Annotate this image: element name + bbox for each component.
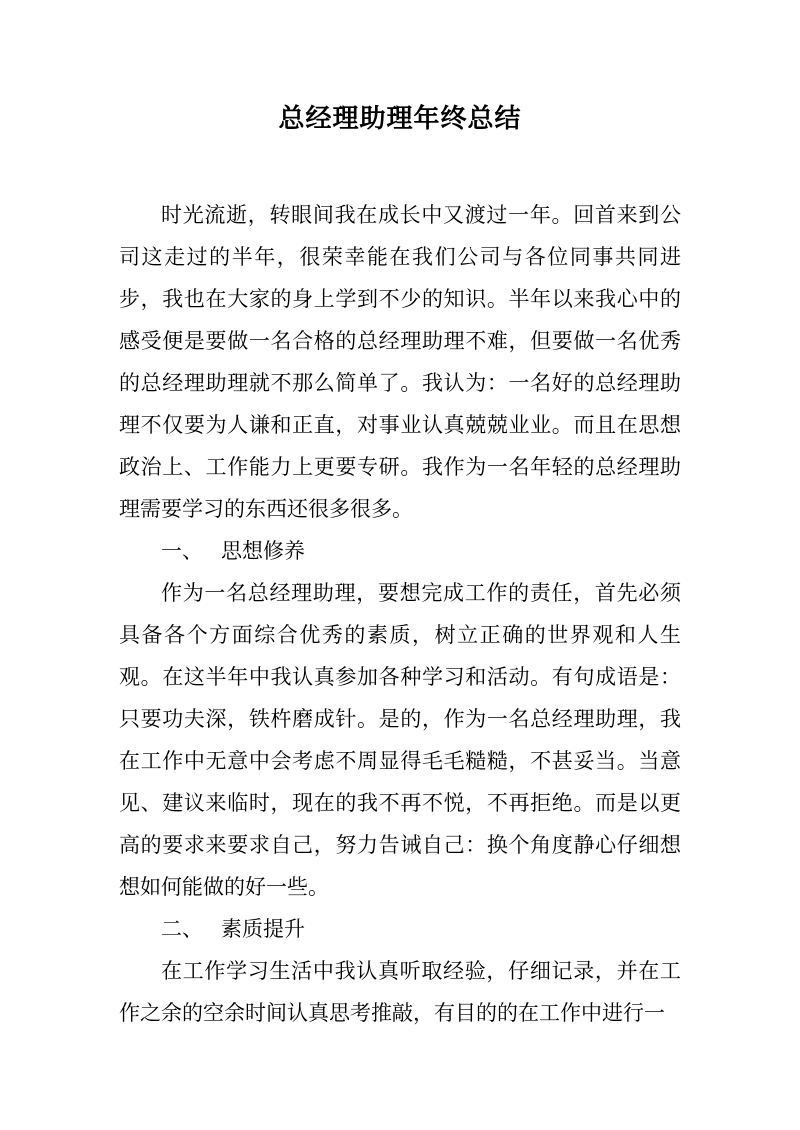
section-paragraph-2: 在工作学习生活中我认真听取经验，仔细记录，并在工作之余的空余时间认真思考推敲，有目的的在工作中进行一: [119, 959, 681, 1025]
section-paragraph-1: 作为一名总经理助理，要想完成工作的责任，首先必须具备各个方面综合优秀的素质，树立正确的世界观和人生观。在这半年中我认真参加各种学习和活动。有句成语是：只要功夫深，铁杵磨成针。是的，作为一名总经理助理，我在工作中无意中会考虑不周显得毛毛糙糙，不甚妥当。当意见、建议来临时，现在的我不再不悦，不再拒绝。而是以更高的要求来要求自己，努力告诫自己：换个角度静心仔细想想如何能做的好一些。: [119, 581, 681, 899]
intro-paragraph: 时光流逝，转眼间我在成长中又渡过一年。回首来到公司这走过的半年，很荣幸能在我们公司与各位同事共同进步，我也在大家的身上学到不少的知识。半年以来我心中的感受便是要做一名合格的总经理助理不难，但要做一名优秀的总经理助理就不那么简单了。我认为：一名好的总经理助理不仅要为人谦和正直，对事业认真兢兢业业。而且在思想政治上、工作能力上更要专研。我作为一名年轻的总经理助理需要学习的东西还很多很多。: [119, 203, 681, 521]
section-title-1: 思想修养: [221, 539, 305, 563]
document-body: [119, 194, 681, 1034]
section-heading-2: [119, 908, 681, 950]
section-title-2: 素质提升: [221, 917, 305, 941]
section-number-1: 一、: [161, 539, 203, 563]
section-heading-1: [119, 530, 681, 572]
document-title: 总经理助理年终总结: [278, 104, 522, 134]
section-number-2: 二、: [161, 917, 203, 941]
